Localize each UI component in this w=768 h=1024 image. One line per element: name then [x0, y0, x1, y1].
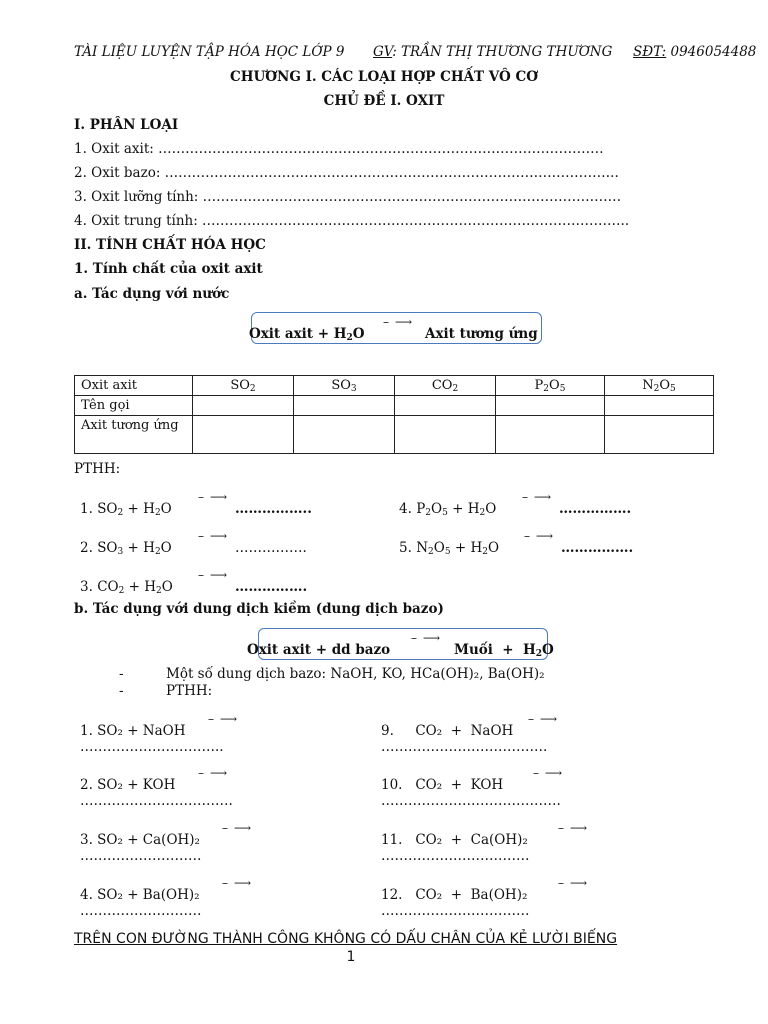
reaction-equation: 2. SO₂ + KOH — [80, 777, 176, 793]
arrow-icon: – ⟶ — [533, 766, 564, 780]
reaction-equation: 3. $CO_2 + H_2O$ — [80, 579, 173, 596]
classification-item: 1. Oxit axit: ……………………………………………………………………………………… — [74, 141, 604, 157]
phone-number: 0946054488 — [666, 44, 757, 60]
classification-item: 3. Oxit lưỡng tính: ………………………………………………………………………………… — [74, 189, 622, 205]
answer-blank: ……………. — [561, 540, 634, 556]
arrow-icon: – ⟶ — [198, 568, 229, 582]
formula-right: Muối + $H_2O$ — [454, 642, 554, 659]
footer-motto: TRÊN CON ĐƯỜNG THÀNH CÔNG KHÔNG CÓ DẤU CHÂN CỦA KẺ LƯỜI BIẾNG — [74, 931, 618, 947]
reaction-equation: 3. SO₂ + Ca(OH)₂ — [80, 832, 200, 848]
arrow-icon: – ⟶ — [524, 529, 555, 543]
answer-blank: ……………………… — [80, 848, 202, 864]
reaction-equation: 4. $P_2O_5 + H_2O$ — [399, 501, 497, 518]
arrow-icon: – ⟶ — [198, 490, 229, 504]
formula-right: Axit tương ứng — [425, 326, 538, 342]
formula-left: Oxit axit + dd bazo — [247, 642, 391, 658]
reaction-equation: 1. $SO_2 + H_2O$ — [80, 501, 172, 518]
answer-blank: ………………………………. — [381, 739, 548, 755]
reaction-equation: 2. $SO_3 + H_2O$ — [80, 540, 172, 557]
reaction-equation: 12. CO₂ + Ba(OH)₂ — [381, 887, 528, 903]
row-header: Axit tương ứng — [75, 416, 193, 454]
bullet-marker: - — [119, 666, 124, 682]
section1-heading: I. PHÂN LOẠI — [74, 117, 179, 133]
arrow-icon: – ⟶ — [222, 821, 253, 835]
formula-left: Oxit axit + $H_2O$ — [249, 326, 365, 343]
answer-blank: …………….. — [235, 501, 312, 517]
arrow-icon: – ⟶ — [528, 712, 559, 726]
arrow-icon: – ⟶ — [383, 315, 414, 329]
table-row — [75, 396, 714, 416]
oxide-table — [74, 375, 714, 454]
classification-item: 4. Oxit trung tính: ………………………………………………………………………………….. — [74, 213, 630, 229]
teacher-label: GV — [373, 44, 393, 60]
table-cell: $CO_2$ — [395, 376, 496, 396]
answer-blank: ……………. — [235, 579, 308, 595]
page-number: 1 — [346, 949, 356, 965]
arrow-icon: – ⟶ — [411, 631, 442, 645]
answer-blank: …………………………… — [381, 903, 530, 919]
bullet-text: Một số dung dịch bazo: NaOH, KO, HCa(OH)₂, Ba(OH)₂ — [166, 666, 545, 682]
doc-title: TÀI LIỆU LUYỆN TẬP HÓA HỌC LỚP 9 — [74, 44, 345, 60]
answer-blank: ……………. — [559, 501, 632, 517]
reaction-equation: 5. $N_2O_5 + H_2O$ — [399, 540, 500, 557]
arrow-icon: – ⟶ — [208, 712, 239, 726]
pthh-label: PTHH: — [74, 461, 121, 477]
reaction-equation: 11. CO₂ + Ca(OH)₂ — [381, 832, 528, 848]
subsection-heading: 1. Tính chất của oxit axit — [74, 261, 263, 277]
arrow-icon: – ⟶ — [558, 821, 589, 835]
arrow-icon: – ⟶ — [522, 490, 553, 504]
classification-item: 2. Oxit bazo: ……………………………………………………………………………………….. — [74, 165, 619, 181]
row-header: Tên gọi — [75, 396, 193, 416]
reaction-equation: 10. CO₂ + KOH — [381, 777, 504, 793]
table-cell: $N_2O_5$ — [605, 376, 714, 396]
answer-blank: …………………………………. — [381, 793, 561, 809]
arrow-icon: – ⟶ — [198, 766, 229, 780]
reaction-equation: 4. SO₂ + Ba(OH)₂ — [80, 887, 200, 903]
arrow-icon: – ⟶ — [198, 529, 229, 543]
arrow-icon: – ⟶ — [558, 876, 589, 890]
answer-blank: ……………. — [235, 540, 307, 556]
table-cell: $P_2O_5$ — [496, 376, 605, 396]
table-cell: $SO_2$ — [193, 376, 294, 396]
chapter-title: CHƯƠNG I. CÁC LOẠI HỢP CHẤT VÔ CƠ — [229, 69, 538, 85]
arrow-icon: – ⟶ — [222, 876, 253, 890]
topic-title: CHỦ ĐỀ I. OXIT — [323, 93, 445, 109]
row-header: Oxit axit — [75, 376, 193, 396]
answer-blank: ………………………….. — [80, 739, 224, 755]
subsection-b-heading: b. Tác dụng với dung dịch kiềm (dung dịch bazo) — [74, 601, 444, 617]
answer-blank: …………………………… — [381, 848, 530, 864]
document-header — [74, 44, 756, 60]
subsection-a-heading: a. Tác dụng với nước — [74, 286, 230, 302]
phone-label: SĐT: — [632, 44, 667, 60]
table-row — [75, 376, 714, 396]
table-row — [75, 416, 714, 454]
answer-blank: ……………………………. — [80, 793, 233, 809]
section2-heading: II. TÍNH CHẤT HÓA HỌC — [74, 237, 266, 253]
bullet-marker: - — [119, 683, 124, 699]
bullet-text: PTHH: — [166, 683, 213, 699]
reaction-equation: 9. CO₂ + NaOH — [381, 723, 514, 739]
answer-blank: ……………………… — [80, 903, 202, 919]
teacher-name: : TRẦN THỊ THƯƠNG THƯƠNG — [392, 44, 613, 60]
reaction-equation: 1. SO₂ + NaOH — [80, 723, 186, 739]
table-cell: $SO_3$ — [294, 376, 395, 396]
